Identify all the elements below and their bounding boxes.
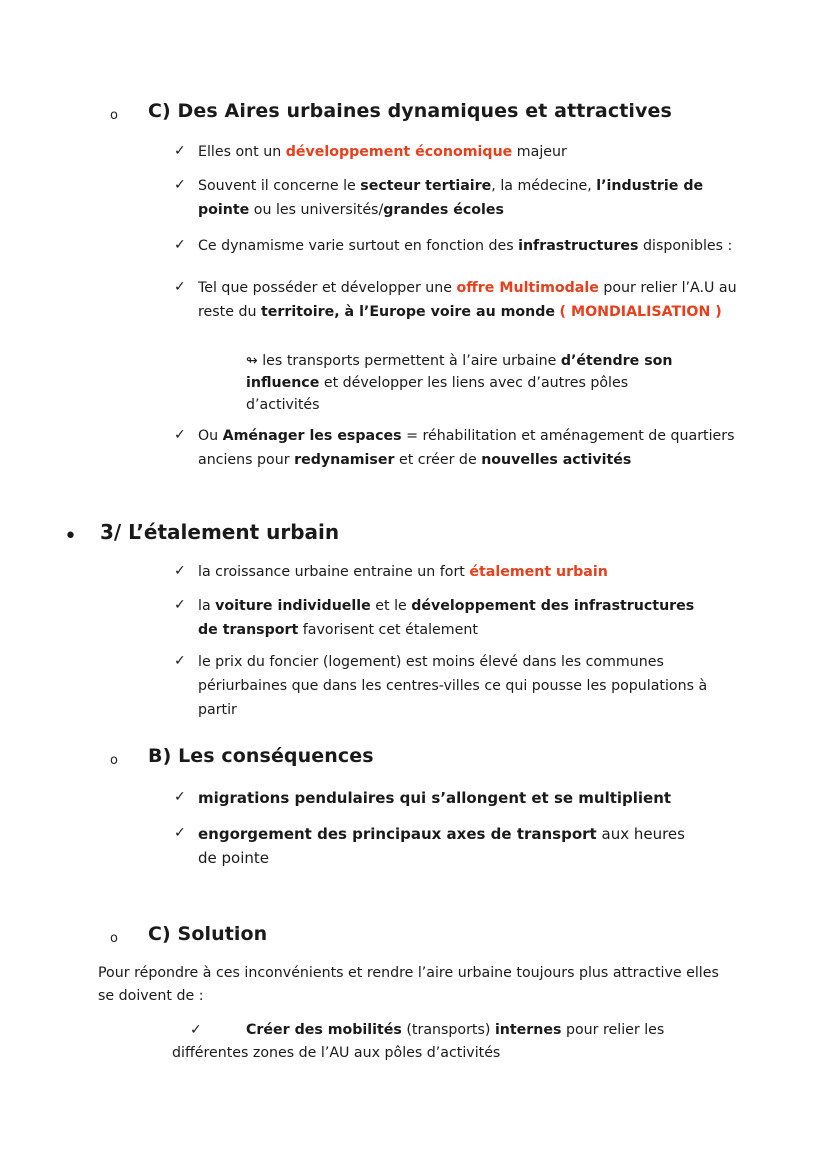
list-item: Elles ont un développement économique majeur <box>198 144 567 160</box>
checkmark-icon: ✓ <box>174 237 186 253</box>
list-item: le prix du foncier (logement) est moins élevé dans les communes périurbaines que dans les centres-villes ce qui pousse les populations à partir <box>198 654 708 718</box>
checkmark-icon: ✓ <box>174 143 186 159</box>
list-item: Tel que posséder et développer une offre Multimodale pour relier l’A.U au reste du territoire, à l’Europe voire au monde ( MONDIALISATION ) <box>198 280 737 320</box>
checkmark-icon: ✓ <box>174 563 186 579</box>
section-title-aires-urbaines: C) Des Aires urbaines dynamiques et attractives <box>148 100 672 122</box>
checkmark-icon: ✓ <box>174 279 186 295</box>
list-item: Souvent il concerne le secteur tertiaire, la médecine, l’industrie de pointe ou les universités/grandes écoles <box>198 178 704 218</box>
section-bullet: o <box>110 108 118 123</box>
arrow-note: ↬ les transports permettent à l’aire urbaine d’étendre son influence et développer les liens avec d’autres pôles d’activités <box>246 353 673 413</box>
checkmark-icon: ✓ <box>174 177 186 193</box>
list-item: Créer des mobilités (transports) internes pour relier les différentes zones de l’AU aux pôles d’activités <box>172 1022 665 1061</box>
list-item: Ce dynamisme varie surtout en fonction des infrastructures disponibles : <box>198 238 733 254</box>
solution-intro: Pour répondre à ces inconvénients et rendre l’aire urbaine toujours plus attractive elles se doivent de : <box>98 965 719 1004</box>
section-title-solution: C) Solution <box>148 923 268 945</box>
checkmark-icon: ✓ <box>174 427 186 443</box>
section-bullet: o <box>110 931 118 946</box>
checkmark-icon: ✓ <box>190 1022 202 1038</box>
checkmark-icon: ✓ <box>174 825 186 841</box>
list-item: engorgement des principaux axes de transport aux heures de pointe <box>198 825 685 867</box>
list-item: la voiture individuelle et le développement des infrastructures de transport favorisent cet étalement <box>198 598 695 638</box>
checkmark-icon: ✓ <box>174 789 186 805</box>
arrow-icon: ↬ <box>246 353 258 369</box>
section-title-consequences: B) Les conséquences <box>148 745 374 767</box>
section-bullet: • <box>64 524 77 549</box>
section-bullet: o <box>110 753 118 768</box>
checkmark-icon: ✓ <box>174 653 186 669</box>
list-item: Ou Aménager les espaces = réhabilitation et aménagement de quartiers anciens pour redynamiser et créer de nouvelles activités <box>198 428 735 468</box>
list-item: la croissance urbaine entraine un fort étalement urbain <box>198 564 608 580</box>
section-title-etalement: 3/ L’étalement urbain <box>100 520 340 544</box>
list-item: migrations pendulaires qui s’allongent et se multiplient <box>198 789 672 807</box>
checkmark-icon: ✓ <box>174 597 186 613</box>
